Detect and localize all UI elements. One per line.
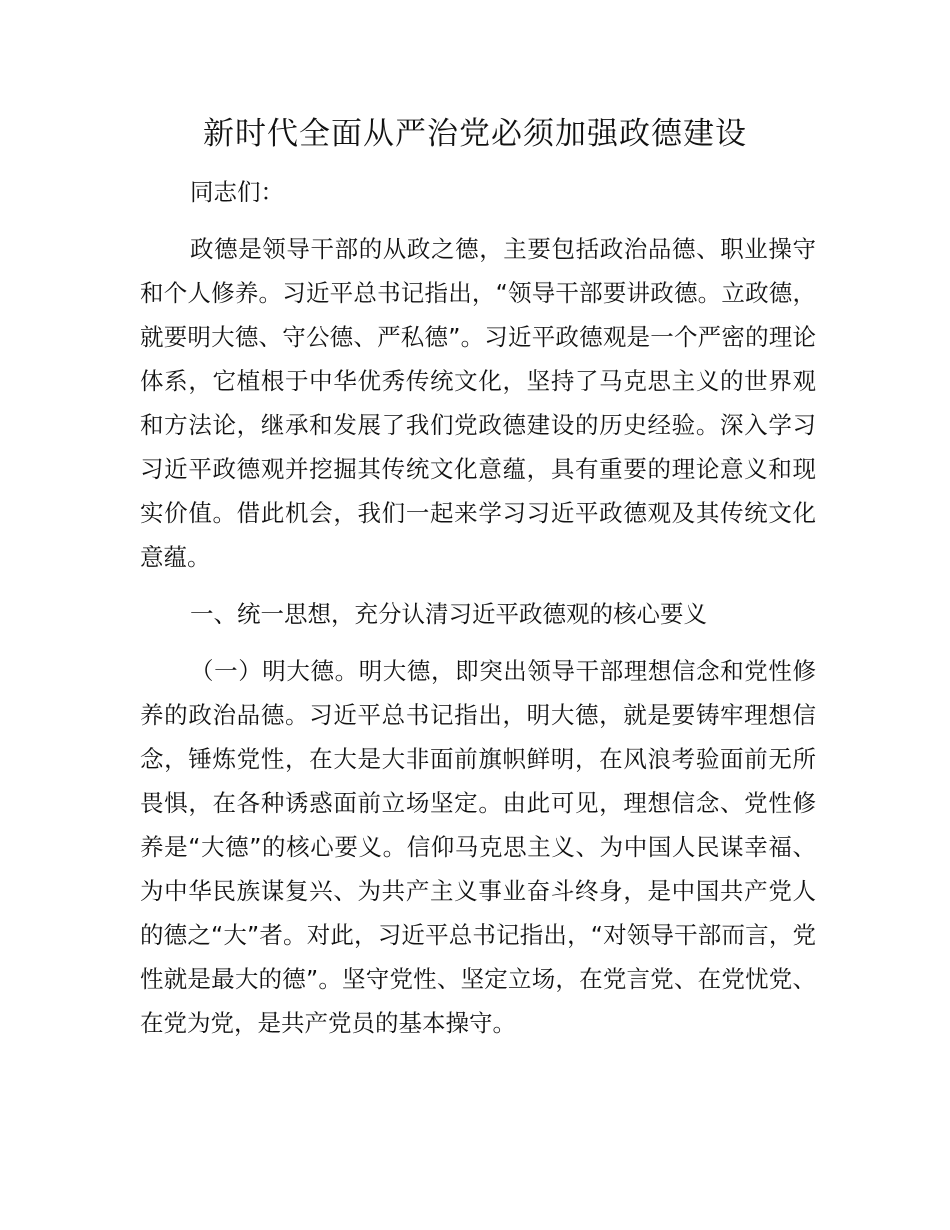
paragraph-ming-da-de: （一）明大德。明大德，即突出领导干部理想信念和党性修养的政治品德。习近平总书记指出，明大德，就是要铸牢理想信念，锤炼党性，在大是大非面前旗帜鲜明，在风浪考验面前无所畏惧，在各种诱惑面前立场坚定。由此可见，理想信念、党性修养是“大德”的核心要义。信仰马克思主义、为中国人民谋幸福、为中华民族谋复兴、为共产主义事业奋斗终身，是中国共产党人的德之“大”者。对此，习近平总书记指出，“对领导干部而言，党性就是最大的德”。坚守党性、坚定立场，在党言党、在党忧党、在党为党，是共产党员的基本操守。 [140, 657, 816, 1037]
section-heading-1: 一、统一思想，充分认清习近平政德观的核心要义 [190, 600, 707, 628]
salutation: 同志们： [190, 178, 284, 206]
document-title: 新时代全面从严治党必须加强政德建设 [203, 116, 747, 152]
paragraph-intro: 政德是领导干部的从政之德，主要包括政治品德、职业操守和个人修养。习近平总书记指出，“领导干部要讲政德。立政德，就要明大德、守公德、严私德”。习近平政德观是一个严密的理论体系，它植根于中华优秀传统文化，坚持了马克思主义的世界观和方法论，继承和发展了我们党政德建设的历史经验。深入学习习近平政德观并挖掘其传统文化意蕴，具有重要的理论意义和现实价值。借此机会，我们一起来学习习近平政德观及其传统文化意蕴。 [140, 235, 816, 571]
document-body [140, 170, 816, 1045]
